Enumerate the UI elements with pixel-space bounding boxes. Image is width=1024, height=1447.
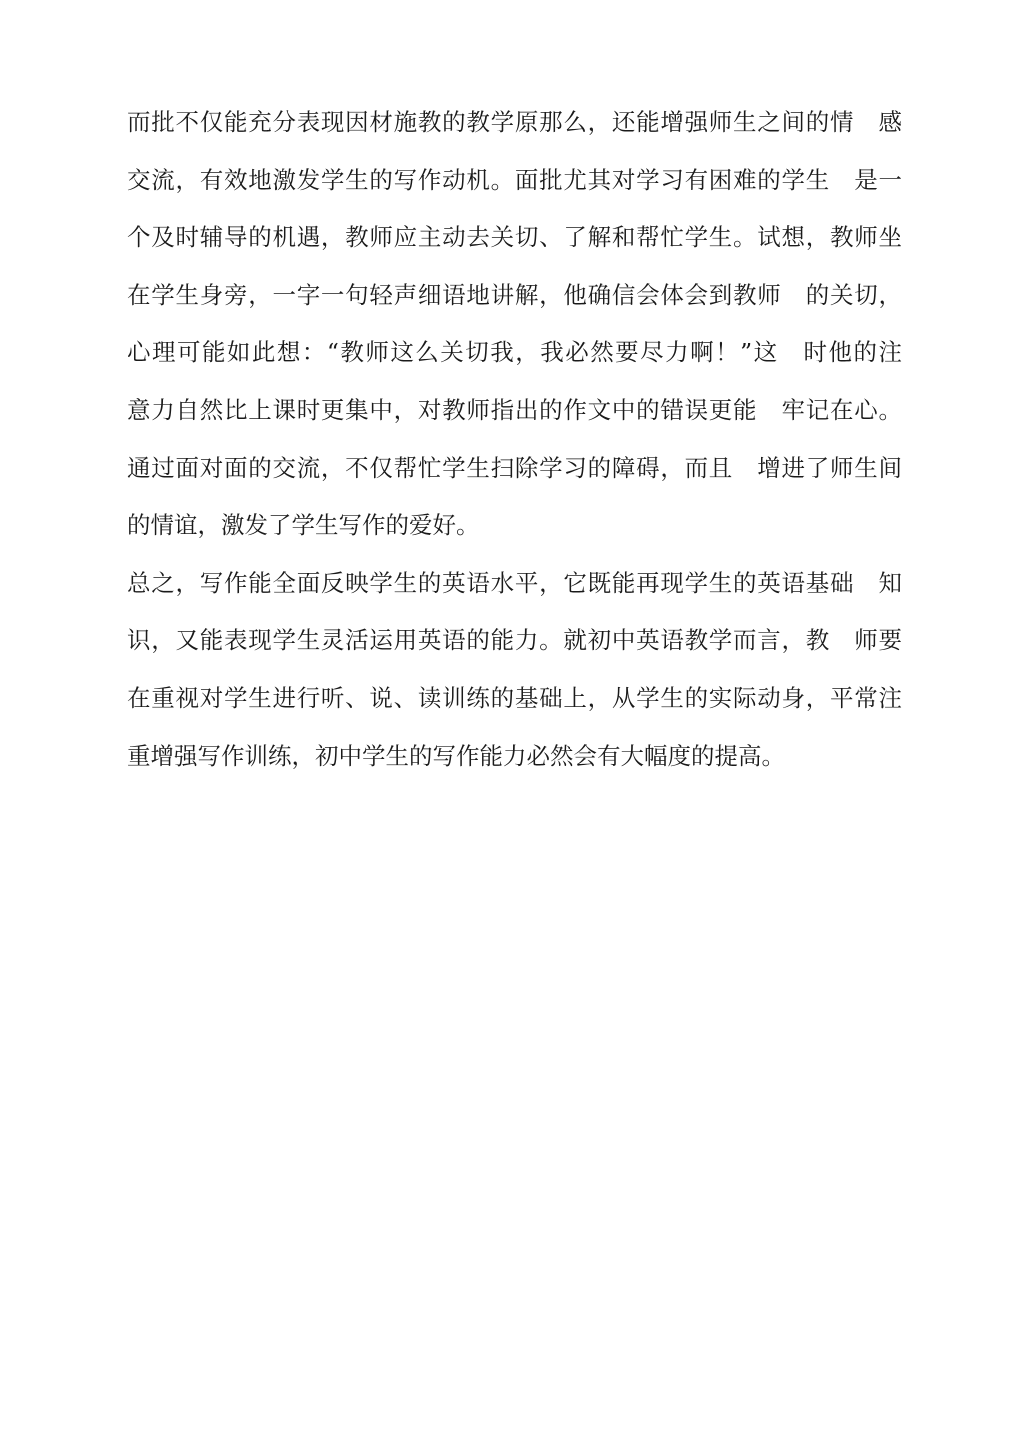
text-line: 通过面对面的交流，不仅帮忙学生扫除学习的障碍，而且 增进了师生间 <box>127 453 902 482</box>
paragraph-2 <box>127 561 902 791</box>
text-line: 交流，有效地激发学生的写作动机。面批尤其对学习有困难的学生 是一 <box>127 165 902 194</box>
text-line: 识，又能表现学生灵活运用英语的能力。就初中英语教学而言，教 师要 <box>127 626 902 655</box>
text-line: 总之，写作能全面反映学生的英语水平，它既能再现学生的英语基础 知 <box>127 568 902 597</box>
text-line: 重增强写作训练，初中学生的写作能力必然会有大幅度的提高。 <box>127 741 785 770</box>
text-line: 心理可能如此想：“教师这么关切我，我必然要尽力啊！”这 时他的注 <box>127 338 902 367</box>
text-line: 在重视对学生进行听、说、读训练的基础上，从学生的实际动身，平常注 <box>127 683 902 712</box>
text-line: 在学生身旁，一字一句轻声细语地讲解，他确信会体会到教师 的关切， <box>127 280 902 309</box>
body-text <box>127 100 902 791</box>
text-line: 意力自然比上课时更集中，对教师指出的作文中的错误更能 牢记在心。 <box>127 395 902 424</box>
text-line: 的情谊，激发了学生写作的爱好。 <box>127 511 480 540</box>
text-line: 而批不仅能充分表现因材施教的教学原那么，还能增强师生之间的情 感 <box>127 108 902 136</box>
paragraph-1 <box>127 100 902 561</box>
text-line: 个及时辅导的机遇，教师应主动去关切、了解和帮忙学生。试想，教师坐 <box>127 223 902 252</box>
